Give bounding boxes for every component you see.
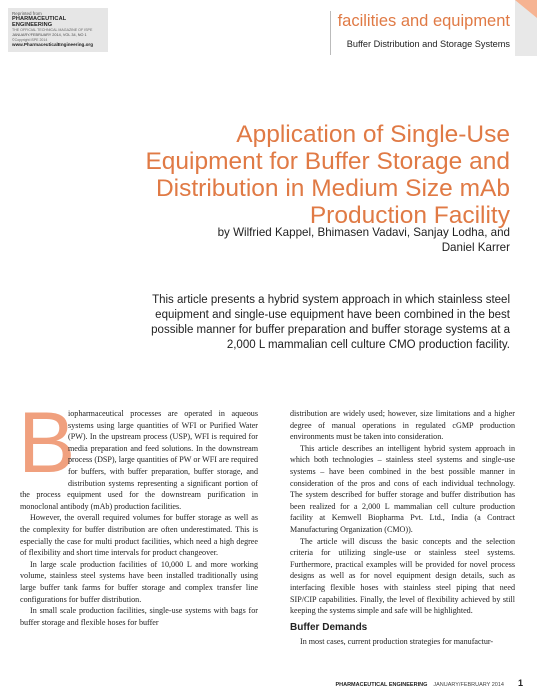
reprint-magazine: PHARMACEUTICAL ENGINEERING — [12, 16, 67, 28]
page-footer — [335, 678, 523, 688]
reprint-website[interactable]: www.PharmaceuticalEngineering.org — [12, 42, 94, 47]
header-divider — [330, 11, 331, 55]
reprint-issue: JANUARY/FEBRUARY 2014, VOL 34, NO 1 — [12, 33, 87, 37]
body-paragraph: distribution are widely used; however, size limitations and a higher degree of manual operations in regulated cGMP production environments must be taken into consideration. — [290, 409, 515, 442]
title-line: Production Facility — [309, 202, 510, 229]
article-authors — [110, 226, 510, 255]
section-heading: Buffer Demands — [290, 621, 368, 633]
title-line: Equipment for Buffer Storage and — [145, 148, 510, 175]
abstract-line: 2,000 L mammalian cell culture CMO production facility. — [226, 339, 510, 351]
subsection-title: Buffer Distribution and Storage Systems — [346, 39, 510, 49]
authors-line: by Wilfried Kappel, Bhimasen Vadavi, Sanjay Lodha, and — [217, 226, 510, 239]
abstract-line: This article presents a hybrid system approach in which stainless steel — [152, 294, 510, 306]
reprint-label: Reprinted from — [12, 11, 42, 16]
article-abstract — [55, 293, 510, 353]
reprint-tagline: THE OFFICIAL TECHNICAL MAGAZINE OF ISPE — [12, 28, 93, 32]
page-number: 1 — [517, 678, 523, 688]
article-title — [30, 121, 510, 229]
section-title: facilities and equipment — [337, 12, 510, 30]
body-paragraph: In most cases, current production strategies for manufactur- — [300, 636, 494, 646]
body-paragraph: In large scale production facilities of 10,000 L and more working volume, stainless steel systems have been installed traditionally using large buffer tank farms for buffer storage and complex transfer line configurations for buffer distribution. — [20, 559, 258, 604]
body-paragraph: iopharmaceutical processes are operated in aqueous systems using large quantities of WFI or Purified Water (PW). In the upstream process (USP), WFI is required for media preparation and feed solutions. In the downstream process (DSP), large quantities of PW or WFI are required for buffers, with buffer preparation, buffer storage, and distribution systems representing a significant portion of the process equipment used for the downstream purification in monoclonal antibody (mAb) production facilities. — [20, 409, 258, 511]
title-line: Application of Single-Use — [236, 121, 510, 148]
abstract-line: equipment and single-use equipment have been combined in the best — [155, 309, 510, 321]
body-paragraph: This article describes an intelligent hybrid system approach in which both technologies – stainless steel systems and single-use systems – have been combined in the best possible manner in consideration of the pros and cons of each individual technology. The system described for buffer storage and buffer distribution has been realized for a 2,000 L mammalian cell culture production facility at Kemwell Biopharma Pvt. Ltd., India (a Contract Manufacturing Organization (CMO)). — [290, 443, 515, 534]
reprint-copyright: ©Copyright ISPE 2014 — [12, 38, 48, 42]
body-column-2 — [290, 408, 515, 647]
drop-cap: B — [18, 395, 76, 491]
corner-fold — [515, 0, 537, 18]
reprint-box — [8, 8, 108, 52]
footer-issue: JANUARY/FEBRUARY 2014 — [433, 682, 504, 688]
body-paragraph: In small scale production facilities, single-use systems with bags for buffer storage and flexible hoses for buffer — [20, 606, 258, 627]
body-paragraph: The article will discuss the basic concepts and the selection criteria for utilizing single-use or stainless steel systems. Furthermore, practical examples will be provided for novel process designs as well as for novel equipment design details, such as interfacing flexible hoses with stainless steel piping that need SIP/CIP capabilities. Finally, the level of flexibility achieved by still keeping the systems simple and safe will be highlighted. — [290, 536, 515, 616]
body-paragraph: However, the overall required volumes for buffer storage as well as the complexity for buffer distribution are often underestimated. This is especially the case for multi product facilities, which need a high degree of flexibility and short time intervals for product changeover. — [20, 513, 258, 558]
title-line: Distribution in Medium Size mAb — [155, 175, 510, 202]
body-column-1 — [18, 395, 258, 628]
footer-magazine: PHARMACEUTICAL ENGINEERING — [335, 682, 428, 688]
authors-line: Daniel Karrer — [441, 240, 510, 254]
abstract-line: possible manner for buffer preparation and buffer storage systems at a — [151, 324, 510, 336]
